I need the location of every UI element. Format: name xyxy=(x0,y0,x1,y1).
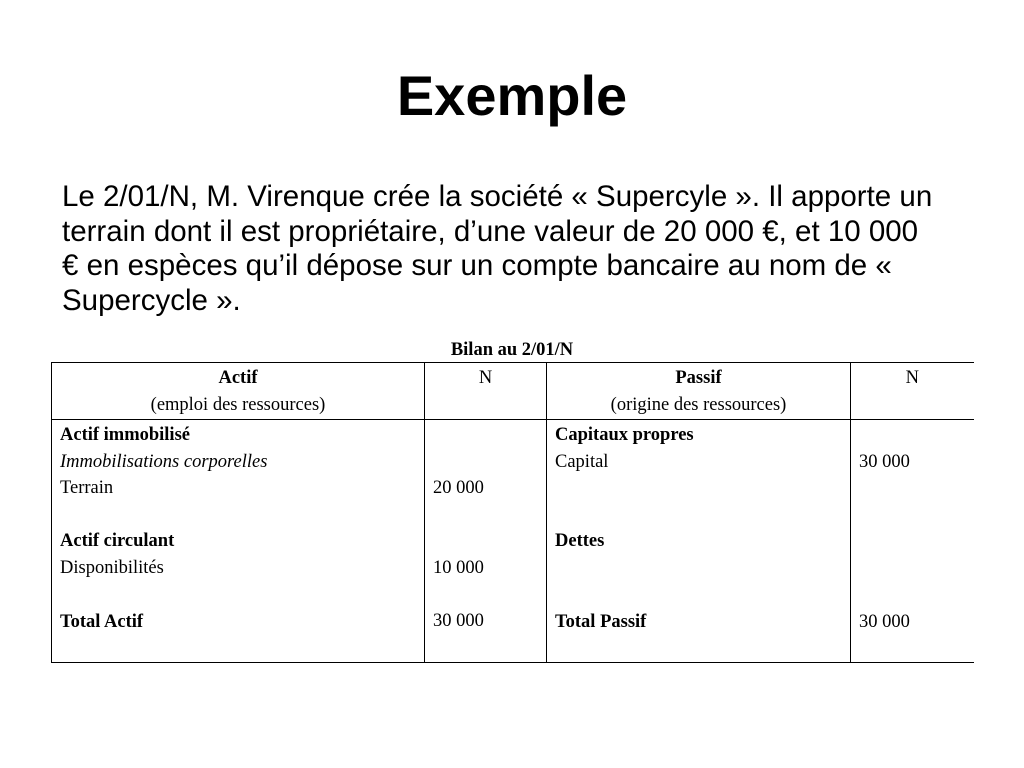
actif-header-title: Actif xyxy=(218,368,258,388)
spacer xyxy=(60,581,416,609)
capital-label: Capital xyxy=(555,451,609,472)
total-passif-value: 30 000 xyxy=(859,612,910,632)
balance-sheet-table xyxy=(51,362,974,663)
page-title: Exemple xyxy=(396,64,628,127)
spacer xyxy=(859,528,966,555)
spacer xyxy=(555,475,842,502)
disponibilites-label: Disponibilités xyxy=(60,557,164,578)
capitaux-propres-heading: Capitaux propres xyxy=(555,425,694,445)
actif-immobilise-heading: Actif immobilisé xyxy=(60,425,190,445)
passif-header-cell xyxy=(547,363,851,420)
spacer xyxy=(859,581,966,609)
spacer xyxy=(859,555,966,582)
passif-header-title: Passif xyxy=(675,368,722,388)
spacer xyxy=(433,449,538,476)
actif-values-cell xyxy=(425,420,547,663)
spacer xyxy=(433,581,538,608)
passif-header-subtitle: (origine des ressources) xyxy=(610,394,787,415)
table-header-row xyxy=(52,363,974,420)
total-actif-label: Total Actif xyxy=(60,612,144,632)
dettes-heading: Dettes xyxy=(555,531,605,551)
actif-header-cell xyxy=(52,363,425,420)
spacer xyxy=(555,502,842,529)
actif-circulant-heading: Actif circulant xyxy=(60,531,175,551)
passif-labels-cell xyxy=(547,420,851,663)
actif-header-subtitle: (emploi des ressources) xyxy=(150,394,326,415)
terrain-value: 20 000 xyxy=(433,478,484,498)
spacer xyxy=(555,555,842,582)
actif-n-header: N xyxy=(478,368,493,388)
spacer xyxy=(859,422,966,449)
total-actif-value: 30 000 xyxy=(433,610,484,631)
terrain-label: Terrain xyxy=(60,478,114,498)
spacer xyxy=(433,502,538,529)
passif-values-cell xyxy=(851,420,974,663)
total-passif-label: Total Passif xyxy=(555,612,647,632)
actif-labels-cell xyxy=(52,420,425,663)
passif-n-header: N xyxy=(905,368,919,388)
spacer xyxy=(859,475,966,502)
spacer xyxy=(555,581,842,609)
passif-n-header-cell xyxy=(851,363,974,420)
actif-n-header-cell xyxy=(425,363,547,420)
capital-value: 30 000 xyxy=(859,451,910,472)
table-caption: Bilan au 2/01/N xyxy=(450,340,574,360)
immobilisations-corporelles-label: Immobilisations corporelles xyxy=(60,451,268,472)
spacer xyxy=(433,528,538,555)
spacer xyxy=(433,422,538,449)
spacer xyxy=(859,502,966,529)
spacer xyxy=(60,502,416,529)
disponibilites-value: 10 000 xyxy=(433,557,484,578)
table-body-row xyxy=(52,420,974,663)
intro-paragraph: Le 2/01/N, M. Virenque crée la société « Supercyle ». Il apporte un terrain dont il est propriétaire, d’une valeur de 20 000 €, et 10 000 € en espèces qu’il dépose sur un compte bancaire au nom de « Supercycle ». xyxy=(62,180,933,317)
